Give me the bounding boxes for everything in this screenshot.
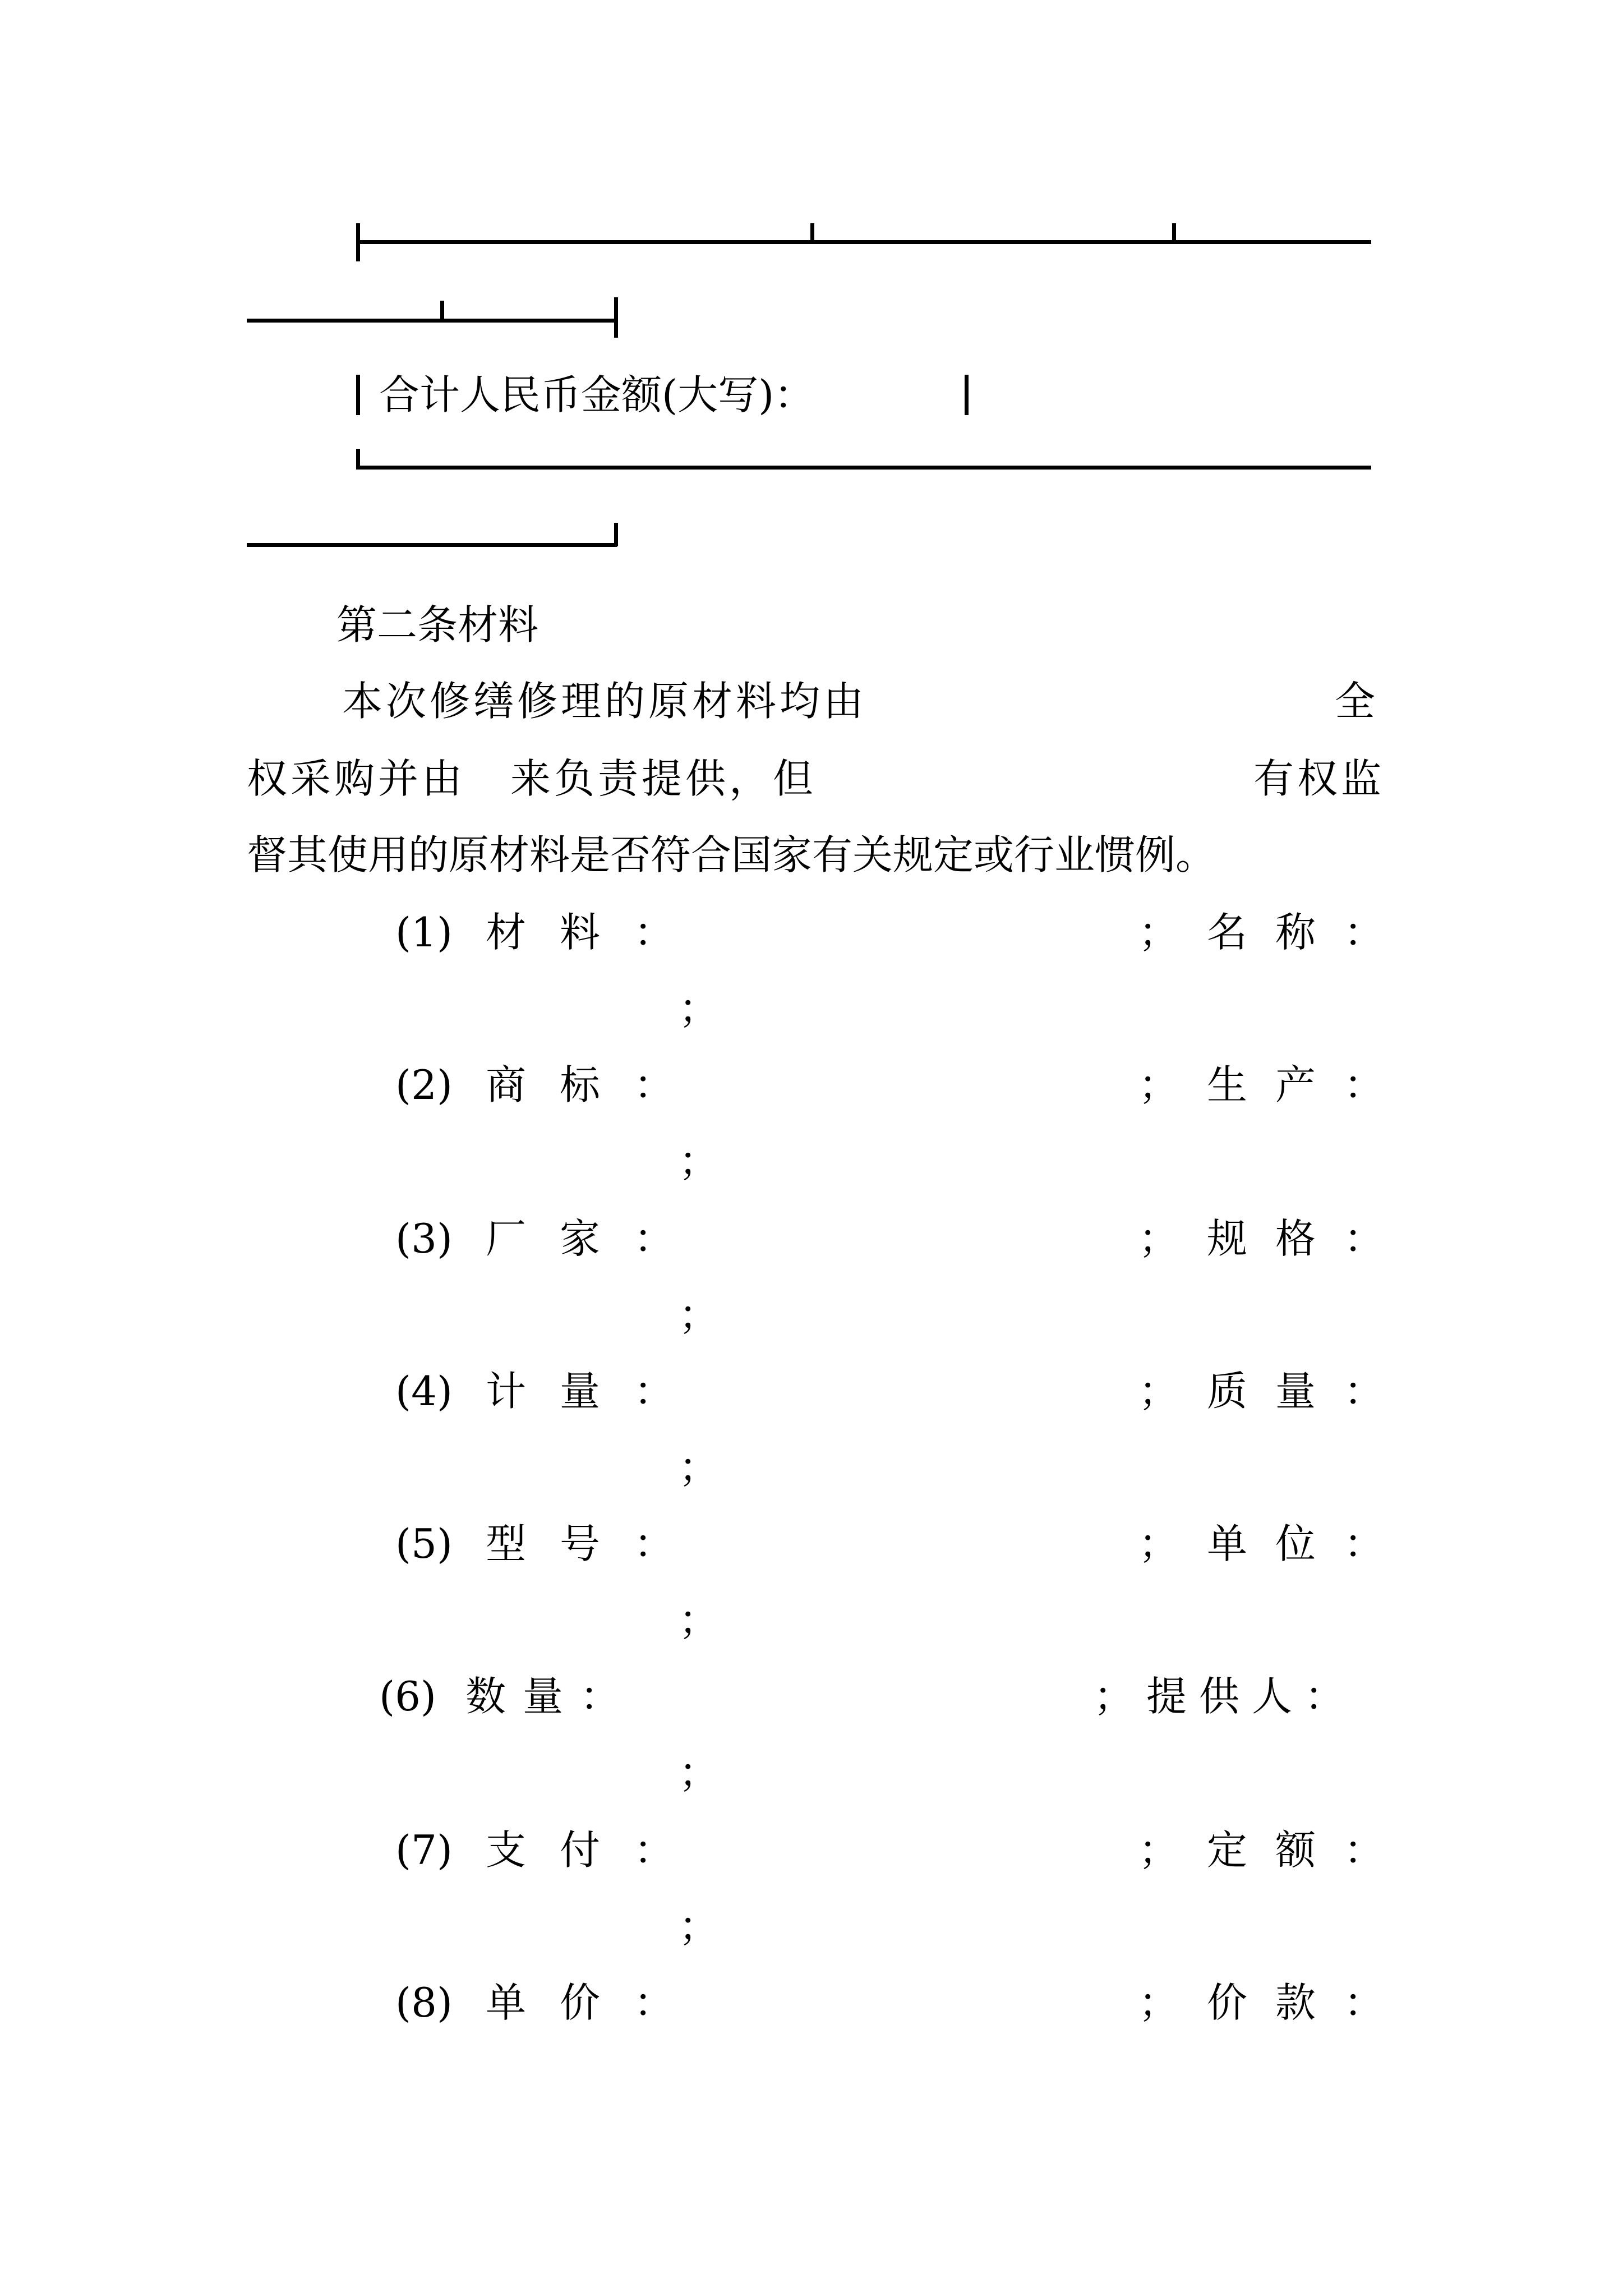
item-6-continuation: ； xyxy=(679,1749,720,1796)
article-heading: 第二条材料 xyxy=(336,601,539,648)
item-1-left-label: 材料： xyxy=(486,909,708,956)
item-5-left-label: 型号： xyxy=(486,1520,708,1567)
para-line-2-mid: 来负责提供，但 xyxy=(510,755,817,802)
para-line-3: 督其使用的原材料是否符合国家有关规定或行业惯例。 xyxy=(247,831,1216,878)
table-rule-2b xyxy=(247,543,617,547)
item-6-num: (6) xyxy=(379,1673,436,1720)
para-line-1-end: 全 xyxy=(1335,678,1376,725)
item-7-left-label: 支付： xyxy=(486,1826,708,1874)
item-3-right-label: ；规格： xyxy=(1138,1215,1413,1262)
item-7-num: (7) xyxy=(395,1826,453,1874)
item-2-right-label: ；生产： xyxy=(1138,1061,1413,1108)
item-4-right-label: ；质量： xyxy=(1138,1368,1413,1415)
total-row-right-border xyxy=(965,375,969,415)
item-8-num: (8) xyxy=(395,1979,453,2026)
item-8-right-label: ；价款： xyxy=(1138,1979,1413,2026)
table-joint-2 xyxy=(1172,223,1176,242)
item-5-continuation: ； xyxy=(679,1596,720,1644)
item-5-num: (5) xyxy=(395,1520,453,1567)
item-2-num: (2) xyxy=(395,1061,453,1108)
item-4-left-label: 计量： xyxy=(486,1368,708,1415)
item-7-continuation: ； xyxy=(679,1903,720,1950)
item-6-right-label: ；提供人： xyxy=(1094,1673,1358,1720)
item-3-left-label: 厂家： xyxy=(486,1215,708,1262)
item-2-left-label: 商标： xyxy=(486,1061,708,1108)
table-rule-1a xyxy=(356,240,1371,244)
para-line-1-start: 本次修缮修理的原材料均由 xyxy=(342,678,868,725)
item-4-continuation: ； xyxy=(679,1444,720,1491)
item-5-right-label: ；单位： xyxy=(1138,1520,1413,1567)
table-rule-1b xyxy=(247,319,617,323)
item-1-continuation: ； xyxy=(679,985,720,1032)
item-4-num: (4) xyxy=(395,1368,453,1415)
item-2-continuation: ； xyxy=(679,1138,720,1185)
item-1-num: (1) xyxy=(395,909,453,956)
table-joint-1 xyxy=(810,223,814,242)
total-row-left-border xyxy=(356,375,360,415)
table-joint-3 xyxy=(440,301,444,321)
table-right-end-2 xyxy=(614,523,618,546)
item-7-right-label: ；定额： xyxy=(1138,1826,1413,1874)
item-1-right-label: ；名称： xyxy=(1138,909,1413,956)
table-right-end-1 xyxy=(614,297,618,338)
item-3-continuation: ； xyxy=(679,1291,720,1338)
item-8-left-label: 单价： xyxy=(486,1979,708,2026)
table-rule-2a xyxy=(356,466,1371,470)
item-3-num: (3) xyxy=(395,1215,453,1262)
item-6-left-label: 数量： xyxy=(465,1673,638,1720)
para-line-2-start: 权采购并由 xyxy=(247,755,466,802)
para-line-2-end: 有权监 xyxy=(1253,755,1385,802)
total-amount-label: 合计人民币金额(大写)： xyxy=(379,371,815,418)
